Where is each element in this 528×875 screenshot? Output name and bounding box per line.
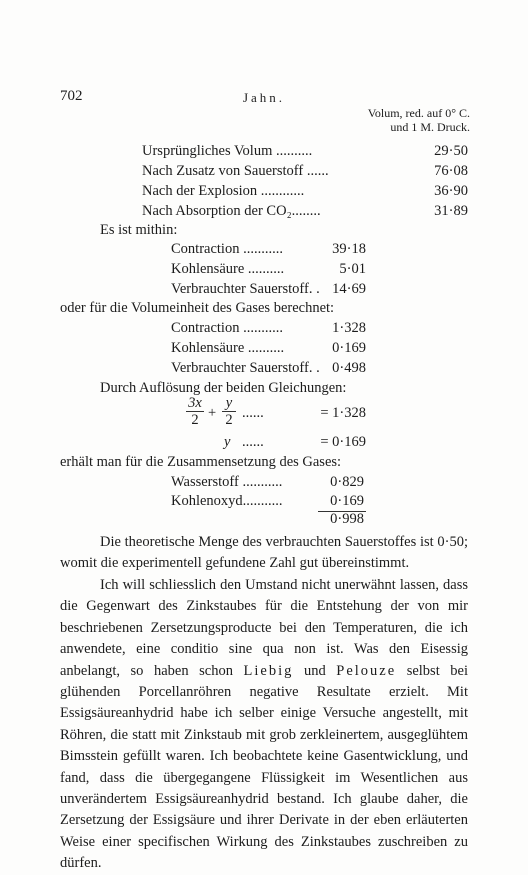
volume-label: Nach der Explosion ............ xyxy=(142,183,305,199)
volume-value: 29·50 xyxy=(434,143,468,159)
composition-value: 0·169 xyxy=(330,493,364,509)
per-unit-label: Kohlensäure .......... xyxy=(171,340,285,356)
page-number: 702 xyxy=(60,88,83,104)
equation1-denominator-b: 2 xyxy=(225,412,233,428)
per-unit-value: 0·169 xyxy=(332,340,366,356)
solve-intro: Durch Auflösung der beiden Gleichungen: xyxy=(100,380,347,396)
result-label: Verbrauchter Sauerstoff. . xyxy=(171,281,320,297)
volume-label: Ursprüngliches Volum .......... xyxy=(142,143,313,159)
volume-label: Nach Absorption der CO₂........ xyxy=(142,203,321,219)
volume-value: 36·90 xyxy=(434,183,468,199)
volume-value: 31·89 xyxy=(434,203,468,219)
composition-value: 0·829 xyxy=(330,474,364,490)
equation1-numerator-a: 3x xyxy=(188,395,202,411)
conjunction-und: und xyxy=(293,662,337,679)
column-header xyxy=(300,106,470,134)
result-value: 5·01 xyxy=(339,261,366,277)
equation1-fraction-a xyxy=(186,396,204,427)
result-value: 14·69 xyxy=(332,281,366,297)
section-intro-es-ist-mithin: Es ist mithin: xyxy=(100,222,178,238)
per-unit-value: 1·328 xyxy=(332,320,366,336)
equation2-lhs: y xyxy=(224,434,231,450)
paragraph-zinc-dust-part1: Ich will schliesslich den Umstand nicht unerwähnt lassen, dass die Gegenwart des Zinkstaubes für die Entstehung der von mir beschriebenen Zersetzungsproducte bei den Temperaturen, die ich anwendete, eine conditio sine qua non ist. Was den Eisessig anbelangt, so haben schon xyxy=(60,577,468,679)
author-pelouze: Pelouze xyxy=(336,662,397,679)
composition-total: 0·998 xyxy=(330,511,364,527)
paragraph-zinc-dust xyxy=(60,575,468,875)
paragraph-theoretical-oxygen: Die theoretische Menge des verbrauchten Sauerstoffes ist 0·50; womit die experimentell gefundene Zahl gut übereinstimmt. xyxy=(60,534,468,572)
composition-intro: erhält man für die Zusammensetzung des Gases: xyxy=(60,454,342,470)
paragraph-zinc-dust-part2: selbst bei glühenden Porcellanröhren negative Resultate erzielt. Mit Essigsäureanhydrid habe ich selber einige Versuche angestellt, mit Röhren, die statt mit Zinkstaub mit grob zerkleinertem, ausgeglühtem Bimsstein gefüllt waren. Ich beobachtete keine Gasentwicklung, und fand, dass die übergegangene Flüssigkeit im Wesentlichen aus unverändertem Essigsäureanhydrid bestand. Ich glaube daher, die Zersetzung der Essigsäure und ihrer Derivate in der eben erläuterten Weise einer specifischen Wirkung des Zinkstaubes zuschreiben zu dürfen. xyxy=(60,662,468,872)
per-unit-value: 0·498 xyxy=(332,360,366,376)
equation1-fraction-b xyxy=(222,396,236,427)
per-unit-label: Verbrauchter Sauerstoff. . xyxy=(171,360,320,376)
equation1-numerator-b: y xyxy=(225,395,233,411)
equation1-dots: ...... xyxy=(242,405,264,421)
result-label: Kohlensäure .......... xyxy=(171,261,285,277)
equation2-dots: ...... xyxy=(242,434,264,450)
result-value: 39·18 xyxy=(332,241,366,257)
equation1-plus: + xyxy=(208,405,217,421)
column-header-line1: Volum, red. auf 0° C. xyxy=(367,106,470,120)
volume-label: Nach Zusatz von Sauerstoff ...... xyxy=(142,163,329,179)
composition-label: Kohlenoxyd........... xyxy=(171,493,283,509)
column-header-line2: und 1 M. Druck. xyxy=(390,120,470,134)
composition-label: Wasserstoff ........... xyxy=(171,474,283,490)
per-unit-intro: oder für die Volumeinheit des Gases berechnet: xyxy=(60,300,335,316)
equation1-rhs: = 1·328 xyxy=(320,405,366,421)
equation1-denominator-a: 2 xyxy=(191,412,199,428)
volume-value: 76·08 xyxy=(434,163,468,179)
per-unit-label: Contraction ........... xyxy=(171,320,283,336)
result-label: Contraction ........... xyxy=(171,241,283,257)
running-title: Jahn. xyxy=(242,90,286,105)
equation2-rhs: = 0·169 xyxy=(320,434,366,450)
author-liebig: Liebig xyxy=(243,662,294,679)
